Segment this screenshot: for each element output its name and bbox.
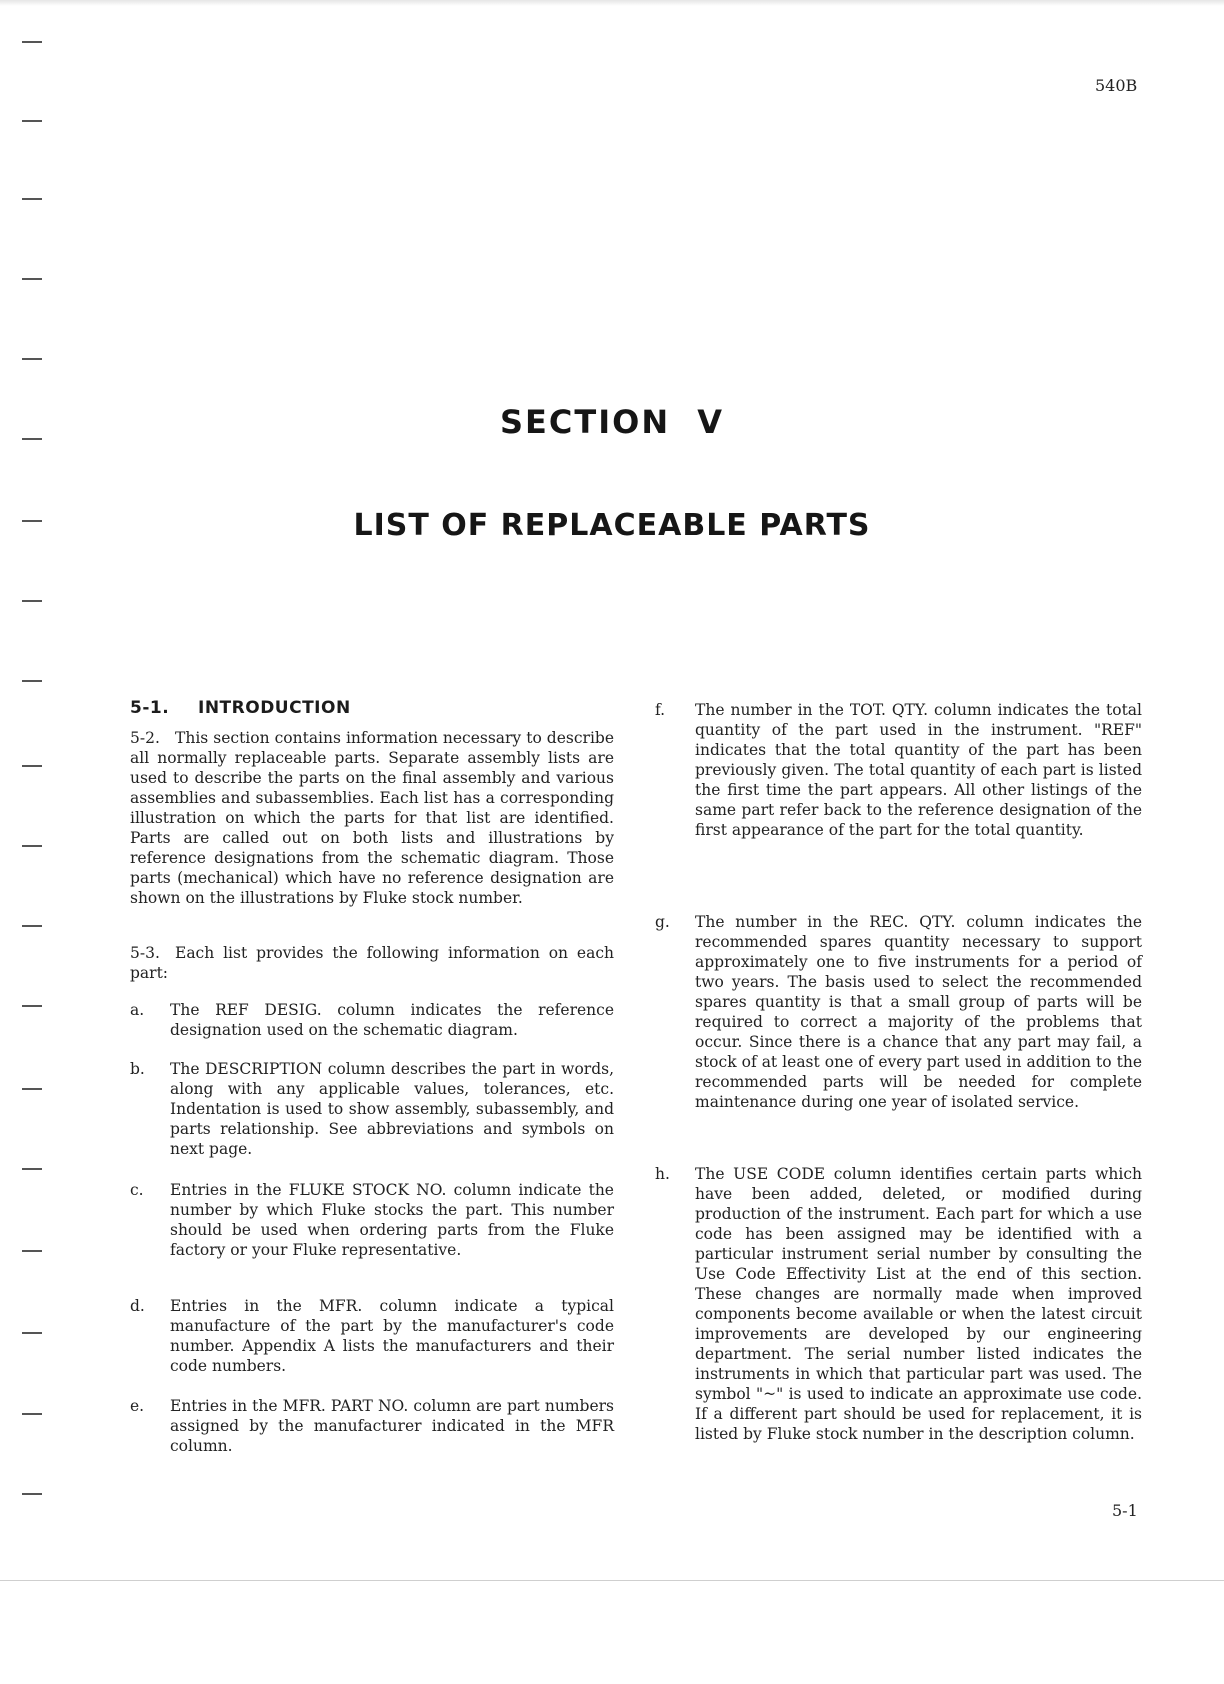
left-column xyxy=(130,698,614,1456)
intro-label: INTRODUCTION xyxy=(198,698,351,718)
item-text: Entries in the MFR. PART NO. column are part numbers assigned by the manufacturer indicated in the MFR column. xyxy=(170,1397,614,1455)
document-id: 540B xyxy=(1095,76,1138,95)
item-letter: a. xyxy=(130,1001,145,1019)
paragraph-5-2 xyxy=(130,728,614,908)
item-text: Entries in the MFR. column indicate a typical manufacture of the part by the manufacturer's code number. Appendix A lists the manufacturers and their code numbers. xyxy=(170,1297,614,1375)
binding-mark xyxy=(22,765,42,767)
binding-mark xyxy=(22,41,42,43)
item-letter: b. xyxy=(130,1060,145,1078)
binding-mark xyxy=(22,278,42,280)
intro-heading xyxy=(130,698,614,718)
top-edge-shadow xyxy=(0,0,1224,6)
binding-mark xyxy=(22,358,42,360)
item-text: The USE CODE column identifies certain parts which have been added, deleted, or modified during production of the instrument. Each part for which a use code has been assigned may be identified with a particular instrument serial number by consulting the Use Code Effectivity List at the end of this section. These changes are normally made when improved components become available or when the latest circuit improvements are developed by our engineering department. The serial number listed indicates the instruments in which that particular part was used. The symbol "~" is used to indicate an approximate use code. If a different part should be used for replacement, it is listed by Fluke stock number in the description column. xyxy=(695,1165,1142,1443)
item-letter: c. xyxy=(130,1181,144,1199)
paragraph-text: Each list provides the following information on each part: xyxy=(130,944,614,982)
item-text: The number in the REC. QTY. column indicates the recommended spares quantity necessary to support approximately one to five instruments for a period of two years. The basis used to select the recommended spares quantity is that a small group of parts will be required to correct a majority of the problems that occur. Since there is a chance that any part may fail, a stock of at least one of every part used in addition to the recommended parts will be needed for complete maintenance during one year of isolated service. xyxy=(695,913,1142,1111)
item-letter: e. xyxy=(130,1397,145,1415)
binding-mark xyxy=(22,120,42,122)
binding-mark xyxy=(22,1250,42,1252)
binding-mark xyxy=(22,845,42,847)
list-item-h xyxy=(655,1164,1142,1444)
list-item-g xyxy=(655,912,1142,1112)
binding-mark xyxy=(22,1413,42,1415)
item-letter: h. xyxy=(655,1165,670,1183)
paragraph-5-3 xyxy=(130,943,614,983)
list-item-a xyxy=(130,1000,614,1040)
binding-mark xyxy=(22,1168,42,1170)
paragraph-number: 5-3. xyxy=(130,944,160,962)
item-letter: f. xyxy=(655,701,666,719)
binding-mark xyxy=(22,1493,42,1495)
item-text: The number in the TOT. QTY. column indicates the total quantity of the part used in the instrument. "REF" indicates that the total quantity of the part has been previously given. The total quantity of each part is listed the first time the part appears. All other listings of the same part refer back to the reference designation of the first appearance of the part for the total quantity. xyxy=(695,701,1142,839)
item-letter: d. xyxy=(130,1297,145,1315)
bottom-edge-line xyxy=(0,1580,1224,1581)
binding-mark xyxy=(22,600,42,602)
paragraph-text: This section contains information necessary to describe all normally replaceable parts. Separate assembly lists are used to describe the parts on the final assembly and various assemblies and subassemblies. Each list has a corresponding illustration on which the parts for that list are identified. Parts are called out on both lists and illustrations by reference designations from the schematic diagram. Those parts (mechanical) which have no reference designation are shown on the illustrations by Fluke stock number. xyxy=(130,729,614,907)
chapter-title: LIST OF REPLACEABLE PARTS xyxy=(353,508,871,543)
list-item-b xyxy=(130,1059,614,1159)
item-text: The DESCRIPTION column describes the part in words, along with any applicable values, tolerances, etc. Indentation is used to show assembly, subassembly, and parts relationship. See abbreviations and symbols on next page. xyxy=(170,1060,614,1158)
binding-mark xyxy=(22,680,42,682)
list-item-e xyxy=(130,1396,614,1456)
item-text: The REF DESIG. column indicates the reference designation used on the schematic diagram. xyxy=(170,1001,614,1039)
binding-mark xyxy=(22,198,42,200)
binding-mark xyxy=(22,1332,42,1334)
paragraph-number: 5-2. xyxy=(130,729,160,747)
page-number: 5-1 xyxy=(1112,1501,1138,1520)
binding-mark xyxy=(22,925,42,927)
list-item-f xyxy=(655,700,1142,840)
item-letter: g. xyxy=(655,913,670,931)
binding-mark xyxy=(22,1005,42,1007)
list-item-c xyxy=(130,1180,614,1260)
binding-mark xyxy=(22,1088,42,1090)
section-title: SECTION V xyxy=(499,403,724,441)
list-item-d xyxy=(130,1296,614,1376)
right-column xyxy=(655,700,1142,1444)
item-text: Entries in the FLUKE STOCK NO. column indicate the number by which Fluke stocks the part. This number should be used when ordering parts from the Fluke factory or your Fluke representative. xyxy=(170,1181,614,1259)
intro-number: 5-1. xyxy=(130,698,170,718)
